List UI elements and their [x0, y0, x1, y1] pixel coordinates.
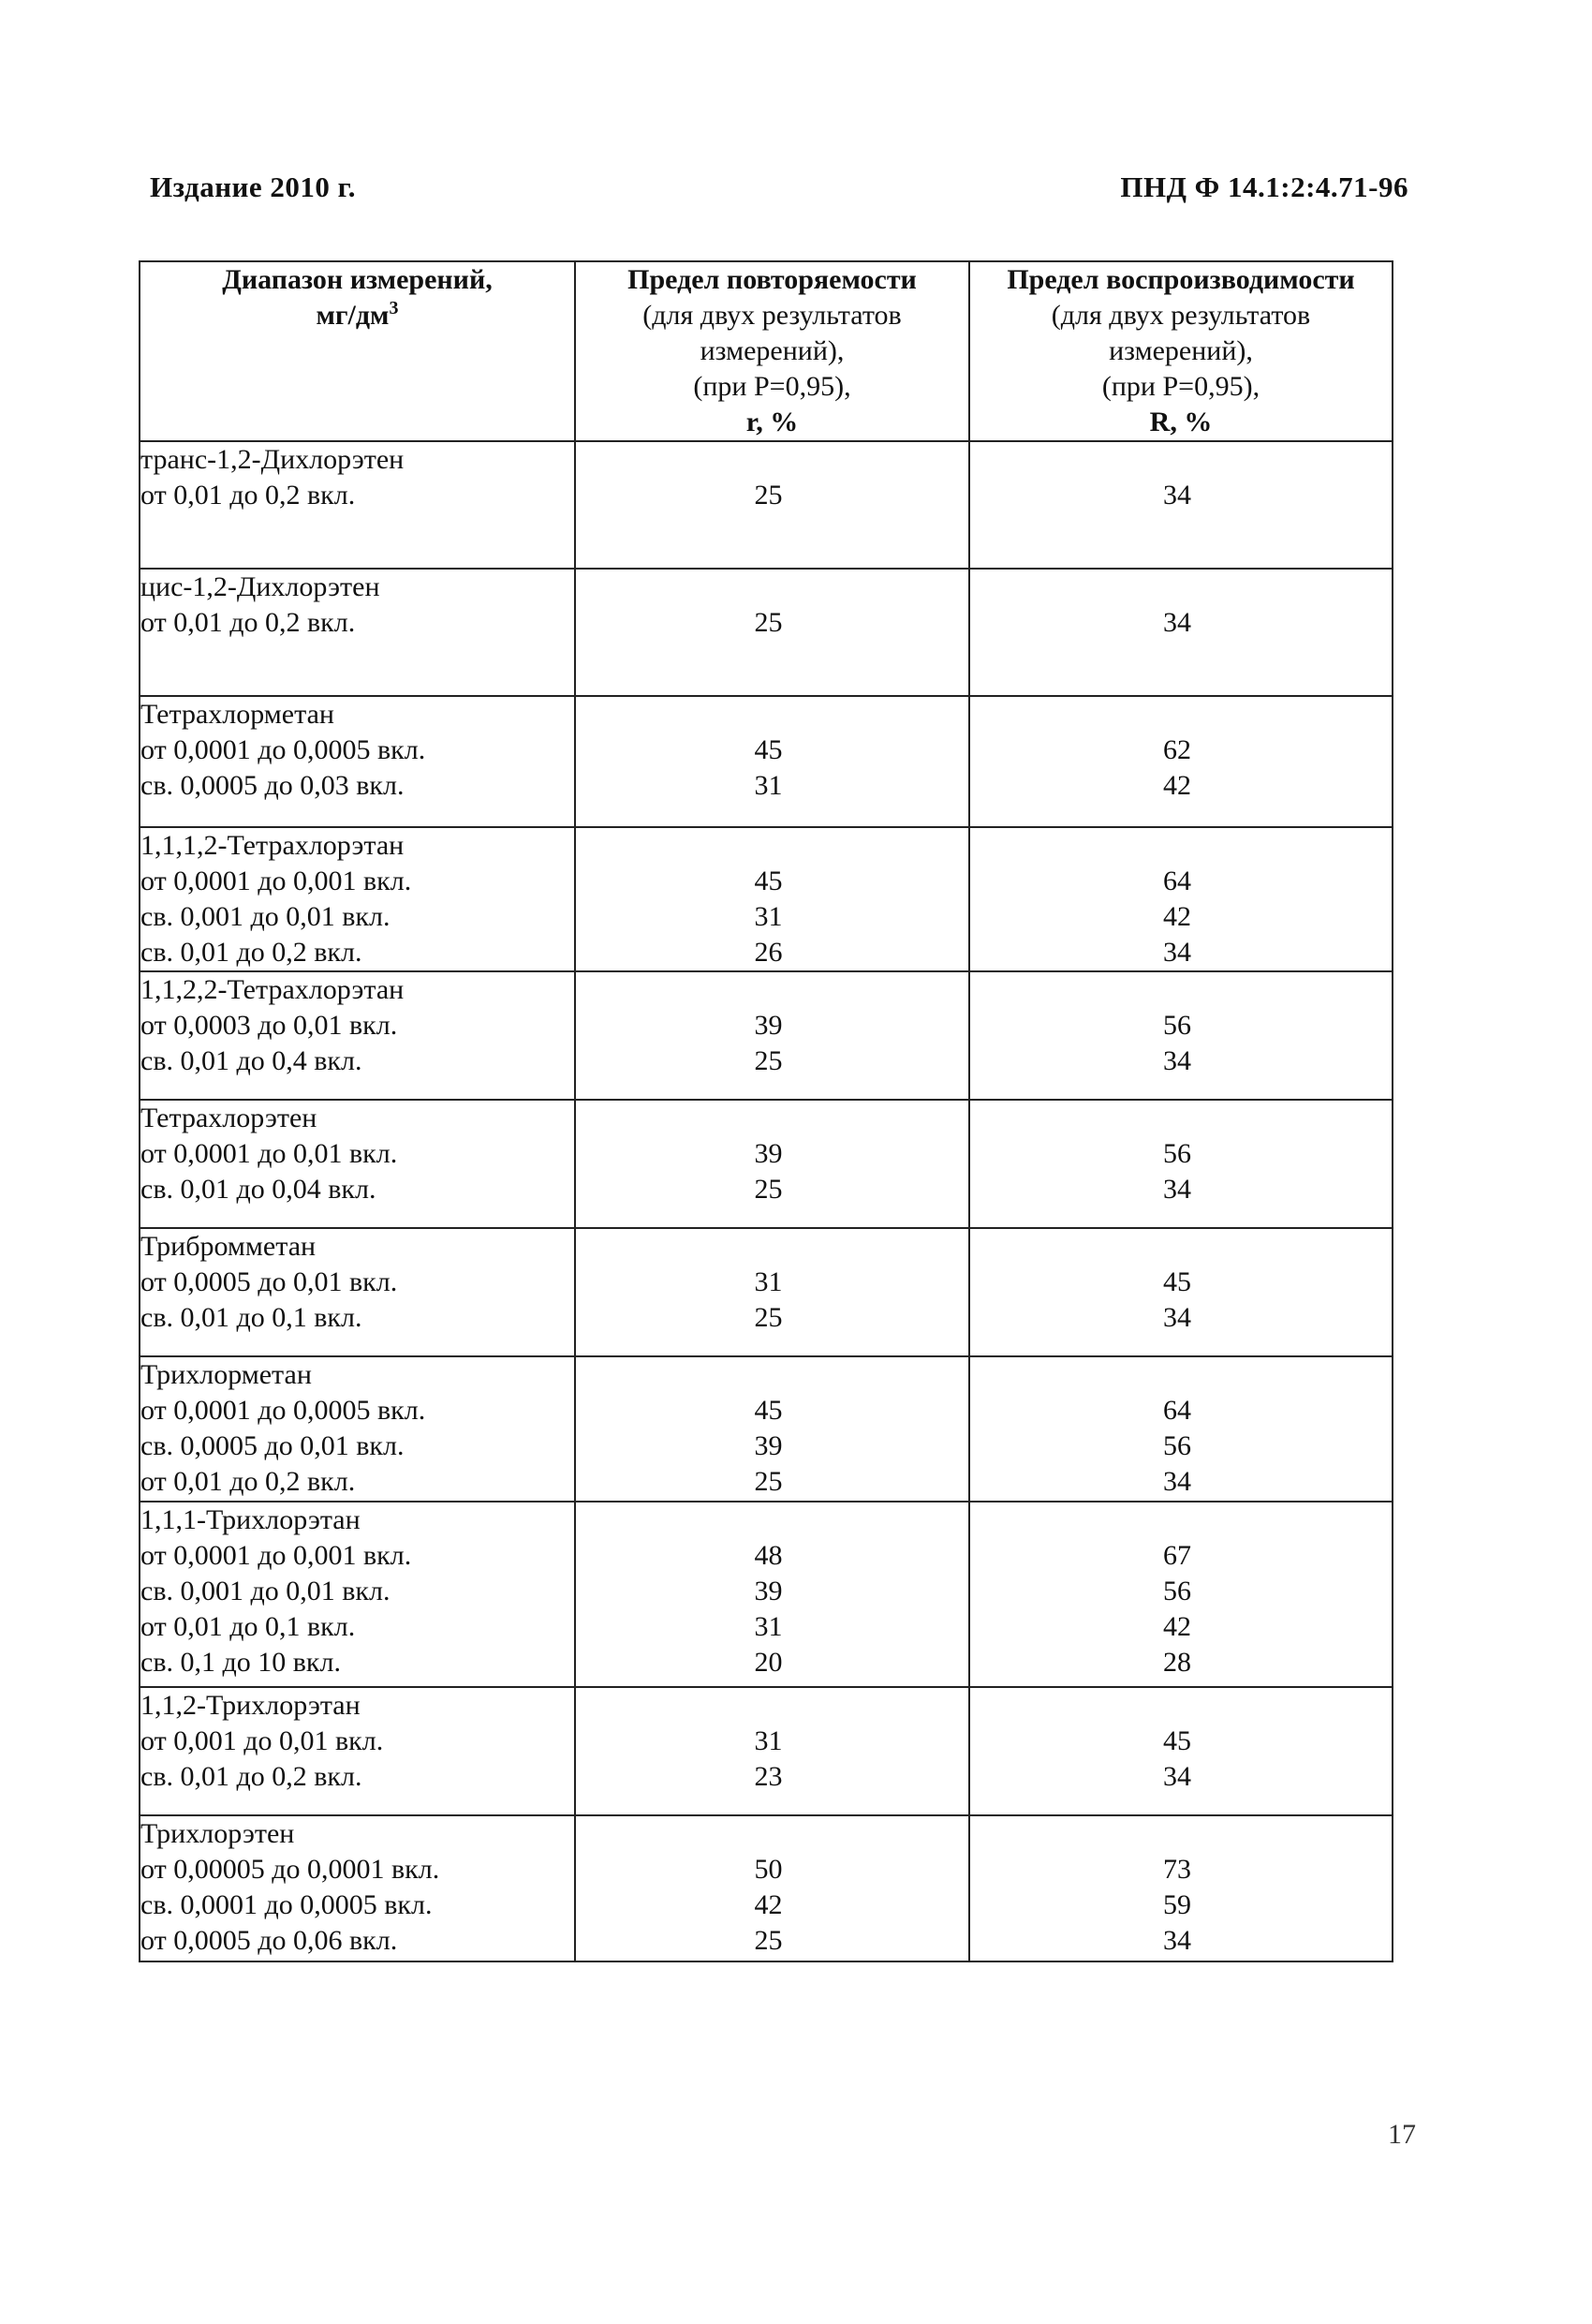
repeatability-column-note: (при P=0,95),	[693, 371, 851, 402]
substance-name: Трибромметан	[140, 1231, 317, 1262]
range-text: св. 0,0001 до 0,0005 вкл.	[140, 1889, 433, 1920]
reproducibility-value: 42	[1163, 1611, 1191, 1642]
range-text: св. 0,01 до 0,4 вкл.	[140, 1045, 362, 1076]
range-text: св. 0,0005 до 0,03 вкл.	[140, 770, 405, 801]
reproducibility-value: 34	[1163, 1925, 1191, 1956]
substance-name: 1,1,1,2-Тетрахлорэтан	[140, 830, 405, 861]
reproducibility-cell	[969, 827, 1393, 971]
repeatability-cell	[575, 569, 969, 696]
repeatability-value: 31	[754, 1611, 783, 1642]
document-code: ПНД Ф 14.1:2:4.71-96	[1120, 170, 1408, 203]
reproducibility-value: 34	[1163, 1302, 1191, 1333]
repeatability-column-header	[575, 261, 969, 441]
table-row	[140, 569, 1393, 696]
repeatability-column-note: (для двух результатов	[642, 300, 902, 331]
cell-spacer	[576, 570, 968, 605]
cell-spacer	[576, 1816, 968, 1852]
range-text: от 0,0005 до 0,01 вкл.	[140, 1266, 398, 1297]
reproducibility-value: 34	[1163, 1174, 1191, 1205]
substance-name: Тетрахлорэтен	[140, 1103, 317, 1133]
repeatability-value: 25	[754, 607, 783, 638]
cell-spacer	[576, 972, 968, 1008]
range-text: от 0,0001 до 0,001 вкл.	[140, 1540, 412, 1571]
range-text: св. 0,001 до 0,01 вкл.	[140, 1576, 391, 1606]
substance-name: Тетрахлорметан	[140, 699, 334, 730]
range-text: св. 0,001 до 0,01 вкл.	[140, 901, 391, 932]
reproducibility-value: 34	[1163, 1466, 1191, 1497]
precision-limits-table	[139, 260, 1393, 1962]
reproducibility-value: 56	[1163, 1430, 1191, 1461]
range-text: от 0,01 до 0,2 вкл.	[140, 607, 356, 638]
cell-spacer	[970, 1688, 1392, 1724]
reproducibility-value: 45	[1163, 1725, 1191, 1756]
reproducibility-cell	[969, 1687, 1393, 1815]
table-row	[140, 1502, 1393, 1687]
table-header	[140, 261, 1393, 441]
repeatability-value: 42	[754, 1889, 783, 1920]
reproducibility-value: 42	[1163, 770, 1191, 801]
substance-cell	[140, 1100, 575, 1228]
repeatability-value: 31	[754, 1725, 783, 1756]
repeatability-value: 25	[754, 1045, 783, 1076]
substance-cell	[140, 1687, 575, 1815]
repeatability-cell	[575, 1100, 969, 1228]
reproducibility-value: 45	[1163, 1266, 1191, 1297]
range-text: св. 0,01 до 0,04 вкл.	[140, 1174, 376, 1205]
repeatability-value: 20	[754, 1647, 783, 1678]
repeatability-cell	[575, 1228, 969, 1356]
range-text: от 0,0003 до 0,01 вкл.	[140, 1010, 398, 1041]
repeatability-value: 31	[754, 901, 783, 932]
reproducibility-cell	[969, 1356, 1393, 1502]
range-text: от 0,0001 до 0,001 вкл.	[140, 866, 412, 896]
repeatability-value: 50	[754, 1854, 783, 1885]
cell-spacer	[970, 1229, 1392, 1265]
reproducibility-cell	[969, 1815, 1393, 1961]
reproducibility-cell	[969, 1228, 1393, 1356]
cell-spacer	[970, 442, 1392, 478]
range-text: от 0,0001 до 0,01 вкл.	[140, 1138, 398, 1169]
reproducibility-column-header	[969, 261, 1393, 441]
substance-name: цис-1,2-Дихлорэтен	[140, 571, 380, 602]
edition-label: Издание 2010 г.	[150, 170, 357, 203]
repeatability-value: 25	[754, 1302, 783, 1333]
substance-cell	[140, 441, 575, 569]
table-row	[140, 1356, 1393, 1502]
range-text: от 0,01 до 0,1 вкл.	[140, 1611, 356, 1642]
repeatability-cell	[575, 827, 969, 971]
substance-name: 1,1,2-Трихлорэтан	[140, 1690, 361, 1721]
cell-spacer	[576, 1688, 968, 1724]
repeatability-cell	[575, 1815, 969, 1961]
substance-name: транс-1,2-Дихлорэтен	[140, 444, 405, 475]
repeatability-value: 39	[754, 1138, 783, 1169]
repeatability-cell	[575, 1502, 969, 1687]
range-text: св. 0,0005 до 0,01 вкл.	[140, 1430, 405, 1461]
repeatability-value: 31	[754, 1266, 783, 1297]
reproducibility-value: 56	[1163, 1138, 1191, 1169]
substance-name: 1,1,2,2-Тетрахлорэтан	[140, 974, 405, 1005]
range-column-unit: $мг/дм^3$	[316, 298, 399, 331]
reproducibility-value: 42	[1163, 901, 1191, 932]
table-row	[140, 827, 1393, 971]
reproducibility-value: 73	[1163, 1854, 1191, 1885]
cell-spacer	[970, 1357, 1392, 1393]
reproducibility-cell	[969, 569, 1393, 696]
reproducibility-value: 56	[1163, 1576, 1191, 1606]
cell-spacer	[576, 697, 968, 733]
repeatability-value: 26	[754, 937, 783, 968]
range-text: св. 0,01 до 0,1 вкл.	[140, 1302, 362, 1333]
reproducibility-column-note: (для двух результатов	[1051, 300, 1311, 331]
range-text: от 0,0005 до 0,06 вкл.	[140, 1925, 398, 1956]
cell-spacer	[970, 972, 1392, 1008]
repeatability-value: 25	[754, 1466, 783, 1497]
reproducibility-value: 34	[1163, 607, 1191, 638]
reproducibility-value: 34	[1163, 1045, 1191, 1076]
repeatability-value: 25	[754, 480, 783, 511]
cell-spacer	[970, 1502, 1392, 1538]
reproducibility-value: 28	[1163, 1647, 1191, 1678]
range-text: св. 0,01 до 0,2 вкл.	[140, 1761, 362, 1792]
repeatability-value: 39	[754, 1576, 783, 1606]
cell-spacer	[576, 442, 968, 478]
repeatability-value: 45	[754, 866, 783, 896]
reproducibility-column-note: измерений),	[1109, 335, 1253, 366]
substance-cell	[140, 1228, 575, 1356]
table-row	[140, 1228, 1393, 1356]
repeatability-value: 25	[754, 1925, 783, 1956]
repeatability-cell	[575, 1356, 969, 1502]
reproducibility-value: 34	[1163, 1761, 1191, 1792]
reproducibility-cell	[969, 1502, 1393, 1687]
reproducibility-column-symbol: R, %	[1149, 407, 1213, 437]
repeatability-cell	[575, 696, 969, 827]
table-row	[140, 1815, 1393, 1961]
reproducibility-cell	[969, 441, 1393, 569]
range-text: от 0,001 до 0,01 вкл.	[140, 1725, 384, 1756]
substance-cell	[140, 569, 575, 696]
range-text: от 0,01 до 0,2 вкл.	[140, 1466, 356, 1497]
cell-spacer	[970, 828, 1392, 864]
reproducibility-value: 56	[1163, 1010, 1191, 1041]
repeatability-value: 23	[754, 1761, 783, 1792]
cell-spacer	[970, 1816, 1392, 1852]
substance-cell	[140, 827, 575, 971]
repeatability-value: 45	[754, 734, 783, 765]
cell-spacer	[576, 828, 968, 864]
repeatability-value: 25	[754, 1174, 783, 1205]
substance-cell	[140, 696, 575, 827]
table-row	[140, 1100, 1393, 1228]
substance-cell	[140, 1356, 575, 1502]
repeatability-column-title: Предел повторяемости	[627, 264, 917, 295]
repeatability-value: 48	[754, 1540, 783, 1571]
cell-spacer	[970, 1101, 1392, 1136]
repeatability-column-symbol: r, %	[745, 407, 799, 437]
reproducibility-value: 67	[1163, 1540, 1191, 1571]
substance-name: Трихлорметан	[140, 1359, 312, 1390]
range-text: от 0,0001 до 0,0005 вкл.	[140, 1395, 426, 1426]
range-text: св. 0,1 до 10 вкл.	[140, 1647, 341, 1678]
cell-spacer	[576, 1502, 968, 1538]
reproducibility-cell	[969, 971, 1393, 1100]
reproducibility-value: 64	[1163, 1395, 1191, 1426]
reproducibility-column-title: Предел воспроизводимости	[1007, 264, 1355, 295]
range-text: от 0,01 до 0,2 вкл.	[140, 480, 356, 511]
table-row	[140, 441, 1393, 569]
reproducibility-value: 34	[1163, 937, 1191, 968]
table-body	[140, 441, 1393, 1961]
repeatability-cell	[575, 971, 969, 1100]
repeatability-value: 45	[754, 1395, 783, 1426]
repeatability-cell	[575, 1687, 969, 1815]
substance-cell	[140, 971, 575, 1100]
substance-cell	[140, 1815, 575, 1961]
repeatability-column-note: измерений),	[700, 335, 845, 366]
table-row	[140, 696, 1393, 827]
cell-spacer	[970, 697, 1392, 733]
reproducibility-value: 59	[1163, 1889, 1191, 1920]
range-text: св. 0,01 до 0,2 вкл.	[140, 937, 362, 968]
table-row	[140, 1687, 1393, 1815]
page-number: 17	[1388, 2119, 1416, 2150]
range-text: от 0,00005 до 0,0001 вкл.	[140, 1854, 440, 1885]
reproducibility-column-note: (при P=0,95),	[1101, 371, 1260, 402]
repeatability-value: 31	[754, 770, 783, 801]
cell-spacer	[576, 1101, 968, 1136]
substance-name: 1,1,1-Трихлорэтан	[140, 1504, 361, 1535]
substance-name: Трихлорэтен	[140, 1818, 295, 1849]
reproducibility-cell	[969, 1100, 1393, 1228]
table-row	[140, 971, 1393, 1100]
repeatability-value: 39	[754, 1430, 783, 1461]
cell-spacer	[576, 1229, 968, 1265]
repeatability-cell	[575, 441, 969, 569]
range-text: от 0,0001 до 0,0005 вкл.	[140, 734, 426, 765]
range-column-header	[140, 261, 575, 441]
cell-spacer	[970, 570, 1392, 605]
reproducibility-value: 34	[1163, 480, 1191, 511]
range-column-title: Диапазон измерений,	[222, 264, 493, 295]
repeatability-value: 39	[754, 1010, 783, 1041]
reproducibility-value: 64	[1163, 866, 1191, 896]
reproducibility-cell	[969, 696, 1393, 827]
reproducibility-value: 62	[1163, 734, 1191, 765]
substance-cell	[140, 1502, 575, 1687]
cell-spacer	[576, 1357, 968, 1393]
